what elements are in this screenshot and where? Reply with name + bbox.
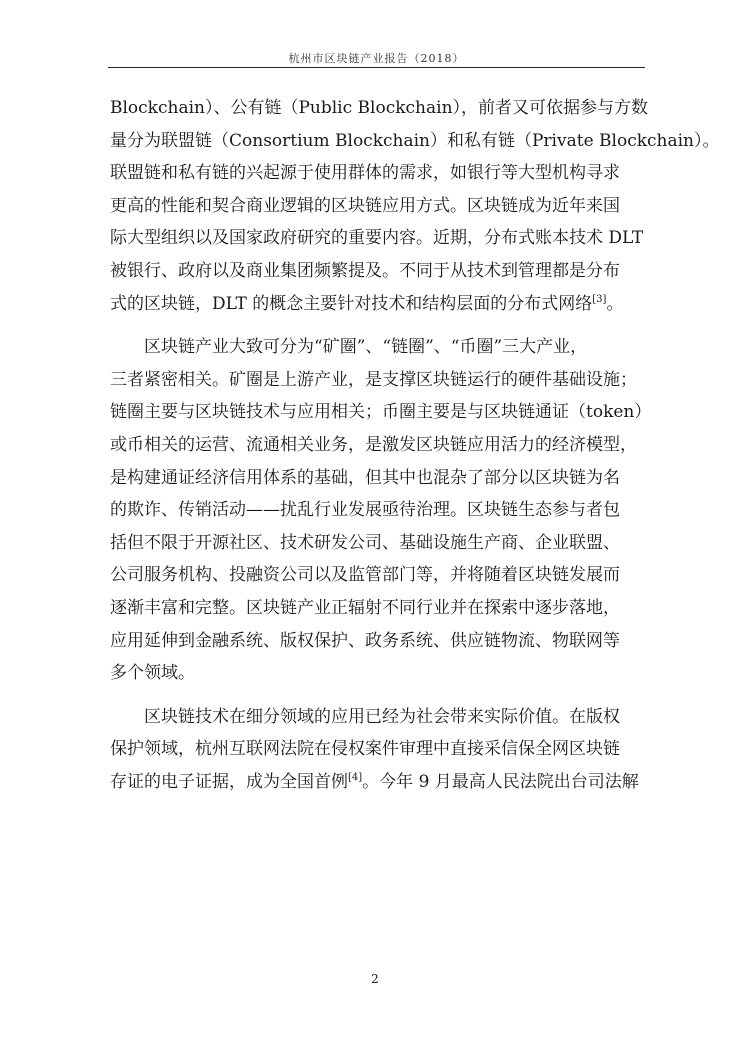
citation-ref: [3]: [592, 293, 607, 305]
text-line: 量分为联盟链（Consortium Blockchain）和私有链（Private Blockchain）。: [110, 130, 720, 151]
text-segment: 。: [606, 293, 624, 314]
text-line: 际大型组织以及国家政府研究的重要内容。近期，分布式账本技术 DLT: [110, 228, 644, 249]
paragraph-1: [110, 92, 720, 320]
text-line: Blockchain）、公有链（Public Blockchain），前者又可依据参与方数: [110, 98, 649, 118]
text-line: 多个领域。: [110, 663, 195, 684]
text-line: 三者紧密相关。矿圈是上游产业，是支撑区块链运行的硬件基础设施；: [110, 369, 637, 390]
citation-ref: [4]: [348, 771, 363, 783]
text-line: 联盟链和私有链的兴起源于使用群体的需求，如银行等大型机构寻求: [110, 163, 620, 184]
text-line: 区块链产业大致可分为“矿圈”、“链圈”、“币圈”三大产业，: [144, 337, 588, 358]
document-body: [110, 92, 720, 798]
paragraph-3: [110, 701, 644, 799]
text-segment: 式的区块链，DLT 的概念主要针对技术和结构层面的分布式网络: [110, 293, 593, 314]
running-header: 杭州市区块链产业报告（2018）: [288, 52, 465, 65]
text-line: [110, 766, 644, 799]
text-line: 公司服务机构、投融资公司以及监管部门等，并将随着区块链发展而: [110, 565, 620, 586]
header-divider: [108, 67, 645, 68]
text-line: 的欺诈、传销活动——扰乱行业发展亟待治理。区块链生态参与者包: [110, 500, 620, 521]
text-line: 更高的性能和契合商业逻辑的区块链应用方式。区块链成为近年来国: [110, 195, 620, 216]
page-number: 2: [371, 972, 379, 986]
text-line: 或币相关的运营、流通相关业务，是激发区块链应用活力的经济模型，: [110, 434, 637, 455]
text-line: 逐渐丰富和完整。区块链产业正辐射不同行业并在探索中逐步落地，: [110, 597, 620, 618]
text-line: 保护领域，杭州互联网法院在侵权案件审理中直接采信保全网区块链: [110, 739, 620, 760]
text-segment: 。今年 9 月最高人民法院出台司法解: [362, 771, 639, 792]
text-line: 区块链技术在细分领域的应用已经为社会带来实际价值。在版权: [144, 706, 620, 727]
text-line: 括但不限于开源社区、技术研发公司、基础设施生产商、企业联盟、: [110, 532, 620, 553]
text-segment: 存证的电子证据，成为全国首例: [110, 771, 348, 792]
text-line: [110, 288, 644, 321]
paragraph-2: [110, 331, 652, 690]
text-line: 是构建通证经济信用体系的基础，但其中也混杂了部分以区块链为名: [110, 467, 620, 488]
text-line: 应用延伸到金融系统、版权保护、政务系统、供应链物流、物联网等: [110, 630, 620, 651]
text-line: 链圈主要与区块链技术与应用相关；币圈主要是与区块链通证（token）: [110, 402, 652, 423]
text-line: 被银行、政府以及商业集团频繁提及。不同于从技术到管理都是分布: [110, 260, 620, 281]
